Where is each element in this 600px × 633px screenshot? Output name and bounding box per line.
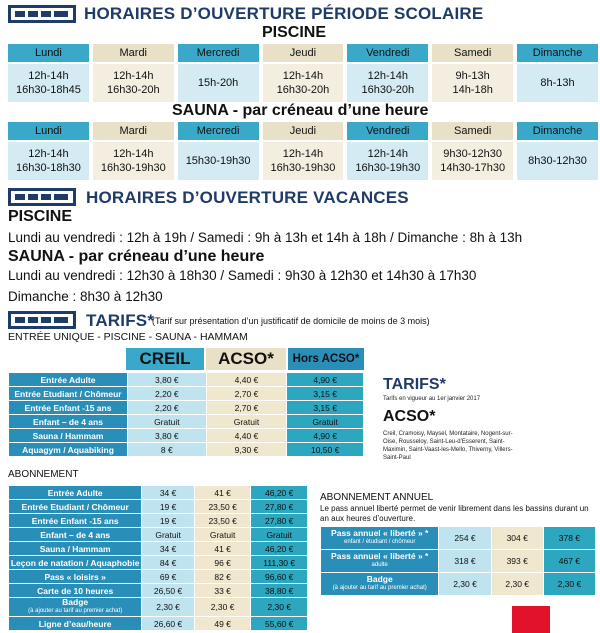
- table-row: [9, 373, 364, 387]
- pass-label: Pass annuel « liberté » *: [331, 551, 429, 561]
- price-cell: 3,80 €: [128, 373, 207, 387]
- single-entry-price-table: [8, 372, 364, 457]
- time-range: 16h30-19h30: [270, 162, 336, 174]
- table-row: [9, 387, 364, 401]
- price-cell: 2,70 €: [206, 401, 287, 415]
- tarifs-title: TARIFS*: [86, 311, 155, 330]
- col-header-creil: CREIL: [126, 348, 204, 370]
- price-cell: 9,30 €: [206, 443, 287, 457]
- price-cell: 4,90 €: [287, 429, 364, 443]
- red-corner-mark: [512, 606, 550, 633]
- price-cell: 2,70 €: [206, 387, 287, 401]
- row-label: Pass « loisirs »: [9, 570, 142, 584]
- price-cell: Gratuit: [128, 415, 207, 429]
- day-header: Lundi: [8, 44, 89, 62]
- school-sauna-title: SAUNA - par créneau d’une heure: [172, 102, 429, 119]
- table-row: [321, 550, 596, 573]
- price-cell: 3,15 €: [287, 401, 364, 415]
- day-header: Mardi: [93, 44, 174, 62]
- price-cell: 318 €: [439, 550, 491, 573]
- price-cell: 38,80 €: [251, 584, 308, 598]
- time-range: 12h-14h: [282, 148, 324, 160]
- price-cell: 8 €: [128, 443, 207, 457]
- day-header: Dimanche: [517, 44, 598, 62]
- tarifs-note: (Tarif sur présentation d’un justificatif de domicile de moins de 3 mois): [152, 316, 430, 326]
- pass-sublabel: adulte: [371, 562, 388, 568]
- price-cell: 34 €: [142, 542, 195, 556]
- price-cell: 3,15 €: [287, 387, 364, 401]
- time-slot: [93, 64, 174, 102]
- time-slot: [347, 142, 428, 180]
- price-cell: 2,20 €: [128, 401, 207, 415]
- price-cell: 27,80 €: [251, 500, 308, 514]
- price-cell: 4,40 €: [206, 373, 287, 387]
- day-header: Mercredi: [178, 44, 259, 62]
- time-range: 12h-14h: [28, 148, 69, 160]
- price-cell: Gratuit: [194, 528, 251, 542]
- table-row: [9, 528, 308, 542]
- price-cell: Gratuit: [251, 528, 308, 542]
- price-cell: 84 €: [142, 556, 195, 570]
- row-label: Sauna / Hammam: [9, 542, 142, 556]
- price-cell: 2,30 €: [142, 598, 195, 617]
- section-header-icon: [8, 311, 76, 329]
- pass-sublabel: (à ajouter au tarif au premier achat): [332, 585, 427, 591]
- price-cell: 19 €: [142, 500, 195, 514]
- price-cell: 19 €: [142, 514, 195, 528]
- table-row: [9, 486, 308, 500]
- annual-title: ABONNEMENT ANNUEL: [320, 492, 434, 503]
- time-range: 16h30-18h45: [16, 84, 81, 96]
- time-range: 15h-20h: [197, 77, 239, 89]
- price-cell: 96,60 €: [251, 570, 308, 584]
- time-slot: [432, 142, 513, 180]
- table-row: [9, 443, 364, 457]
- day-header: Samedi: [432, 44, 513, 62]
- price-cell: 69 €: [142, 570, 195, 584]
- row-label: Entrée Enfant -15 ans: [9, 514, 142, 528]
- vacation-sauna-title: SAUNA - par créneau d’une heure: [8, 248, 265, 265]
- school-piscine-title: PISCINE: [262, 24, 327, 41]
- row-label: Enfant – de 4 ans: [9, 415, 128, 429]
- school-piscine-table: [8, 44, 598, 102]
- price-cell: 23,50 €: [194, 500, 251, 514]
- time-range: 12h-14h: [28, 70, 69, 82]
- table-row: [9, 514, 308, 528]
- time-range: 12h-14h: [367, 70, 408, 82]
- time-slot: [432, 64, 513, 102]
- pass-label: Badge: [366, 574, 393, 584]
- time-slot: [8, 142, 89, 180]
- price-cell: 254 €: [439, 527, 491, 550]
- price-cell: 2,30 €: [251, 598, 308, 617]
- pass-label: Pass annuel « liberté » *: [331, 528, 429, 538]
- time-slot: [263, 142, 344, 180]
- row-label: [321, 550, 439, 573]
- table-row: [9, 598, 308, 617]
- price-cell: 41 €: [194, 486, 251, 500]
- price-cell: 46,20 €: [251, 486, 308, 500]
- price-cell: 27,80 €: [251, 514, 308, 528]
- row-label: Sauna / Hammam: [9, 429, 128, 443]
- price-cell: 82 €: [194, 570, 251, 584]
- annual-pass-table: [320, 526, 596, 596]
- time-range: 16h30-18h30: [16, 162, 81, 174]
- price-cell: 111,30 €: [251, 556, 308, 570]
- time-slot: [178, 142, 259, 180]
- time-range: 8h30-12h30: [528, 155, 587, 167]
- row-label: Enfant – de 4 ans: [9, 528, 142, 542]
- table-row: [9, 556, 308, 570]
- price-cell: 23,50 €: [194, 514, 251, 528]
- table-row: [9, 617, 308, 631]
- price-cell: 55,60 €: [251, 617, 308, 631]
- table-row: [9, 429, 364, 443]
- annual-text: Le pass annuel liberté permet de venir librement dans les bassins durant un an aux heures d’ouverture.: [320, 504, 589, 523]
- right-tarifs-title: TARIFS*: [383, 376, 446, 393]
- price-cell: 2,30 €: [491, 573, 543, 596]
- table-row: [321, 527, 596, 550]
- badge-label: Badge: [62, 597, 89, 607]
- day-header: Jeudi: [263, 44, 344, 62]
- pass-sublabel: enfant / étudiant / chômeur: [344, 539, 416, 545]
- time-range: 12h-14h: [113, 70, 154, 82]
- price-cell: 33 €: [194, 584, 251, 598]
- price-cell: 3,80 €: [128, 429, 207, 443]
- price-cell: 26,60 €: [142, 617, 195, 631]
- time-slot: [263, 64, 344, 102]
- time-slot: [517, 64, 598, 102]
- table-row: [9, 415, 364, 429]
- acso-title: ACSO*: [383, 408, 436, 425]
- price-cell: 34 €: [142, 486, 195, 500]
- time-range: 14h30-17h30: [440, 162, 506, 174]
- section-header-icon: [8, 5, 76, 23]
- row-label: Entrée Adulte: [9, 373, 128, 387]
- price-cell: 10,50 €: [287, 443, 364, 457]
- price-cell: 46,20 €: [251, 542, 308, 556]
- vacation-piscine-hours: Lundi au vendredi : 12h à 19h / Samedi : 9h à 13h et 14h à 18h / Dimanche : 8h à 13h: [8, 230, 523, 245]
- price-cell: Gratuit: [142, 528, 195, 542]
- col-header-acso: ACSO*: [206, 348, 286, 370]
- vacation-sauna-hours-2: Dimanche : 8h30 à 12h30: [8, 289, 163, 304]
- school-sauna-table: [8, 122, 598, 180]
- price-cell: 304 €: [491, 527, 543, 550]
- day-header: Mardi: [93, 122, 174, 140]
- price-cell: 2,20 €: [128, 387, 207, 401]
- time-slot: [517, 142, 598, 180]
- school-hours-title: HORAIRES D’OUVERTURE PÉRIODE SCOLAIRE: [84, 4, 484, 23]
- price-cell: 2,30 €: [439, 573, 491, 596]
- time-slot: [93, 142, 174, 180]
- price-cell: 2,30 €: [194, 598, 251, 617]
- table-row: [9, 401, 364, 415]
- table-row: [9, 542, 308, 556]
- time-range: 14h-18h: [452, 84, 493, 96]
- time-range: 9h30-12h30: [443, 148, 502, 160]
- time-slot: [8, 64, 89, 102]
- day-header: Vendredi: [347, 44, 428, 62]
- table-row: [9, 570, 308, 584]
- time-range: 15h30-19h30: [185, 155, 251, 167]
- row-label: Entrée Adulte: [9, 486, 142, 500]
- section-header-icon: [8, 188, 76, 206]
- price-cell: 4,90 €: [287, 373, 364, 387]
- price-cell: 393 €: [491, 550, 543, 573]
- acso-communes: Creil, Cramoisy, Maysel, Montataire, Nogent-sur-Oise, Rousseloy, Saint-Leu-d’Esserent, Saint-Maximin, Saint-Vaast-les-Mello, Thiverny, Villers-Saint-Paul: [383, 431, 513, 461]
- price-cell: Gratuit: [287, 415, 364, 429]
- time-range: 16h30-19h30: [355, 162, 421, 174]
- day-header: Lundi: [8, 122, 89, 140]
- day-header: Dimanche: [517, 122, 598, 140]
- row-label: Entrée Etudiant / Chômeur: [9, 500, 142, 514]
- right-tarifs-note: Tarifs en vigueur au 1er janvier 2017: [383, 396, 481, 402]
- row-label: Ligne d’eau/heure: [9, 617, 142, 631]
- time-range: 12h-14h: [282, 70, 324, 82]
- time-range: 16h30-20h: [276, 84, 330, 96]
- price-cell: 96 €: [194, 556, 251, 570]
- price-cell: 49 €: [194, 617, 251, 631]
- row-label: Aquagym / Aquabiking: [9, 443, 128, 457]
- table-row: [9, 584, 308, 598]
- time-range: 12h-14h: [113, 148, 154, 160]
- row-label: [321, 573, 439, 596]
- time-range: 9h-13h: [455, 70, 490, 82]
- row-label: Entrée Etudiant / Chômeur: [9, 387, 128, 401]
- day-header: Vendredi: [347, 122, 428, 140]
- day-header: Jeudi: [263, 122, 344, 140]
- row-label: Entrée Enfant -15 ans: [9, 401, 128, 415]
- time-slot: [347, 64, 428, 102]
- row-label: [321, 527, 439, 550]
- time-range: 16h30-20h: [361, 84, 415, 96]
- col-header-hors-acso: Hors ACSO*: [288, 348, 364, 370]
- time-range: 16h30-19h30: [100, 162, 166, 174]
- row-label: [9, 598, 142, 617]
- subscription-price-table: [8, 485, 308, 631]
- time-slot: [178, 64, 259, 102]
- table-row: [9, 500, 308, 514]
- day-header: Mercredi: [178, 122, 259, 140]
- time-range: 8h-13h: [540, 77, 575, 89]
- table-row: [321, 573, 596, 596]
- day-header: Samedi: [432, 122, 513, 140]
- price-cell: 467 €: [543, 550, 595, 573]
- price-cell: 2,30 €: [543, 573, 595, 596]
- price-cell: 26,50 €: [142, 584, 195, 598]
- vacation-sauna-hours-1: Lundi au vendredi : 12h30 à 18h30 / Samedi : 9h30 à 12h30 et 14h30 à 17h30: [8, 268, 477, 283]
- vacation-hours-title: HORAIRES D’OUVERTURE VACANCES: [86, 188, 409, 207]
- row-label: Leçon de natation / Aquaphobie: [9, 556, 142, 570]
- row-label: Carte de 10 heures: [9, 584, 142, 598]
- abonnement-title: ABONNEMENT: [8, 469, 79, 480]
- vacation-piscine-title: PISCINE: [8, 208, 73, 225]
- badge-note: (à ajouter au tarif au premier achat): [28, 608, 123, 614]
- tarifs-subtitle: ENTRÉE UNIQUE - PISCINE - SAUNA - HAMMAM: [8, 331, 248, 343]
- price-cell: 41 €: [194, 542, 251, 556]
- time-range: 12h-14h: [367, 148, 408, 160]
- price-cell: 4,40 €: [206, 429, 287, 443]
- price-cell: 378 €: [543, 527, 595, 550]
- price-cell: Gratuit: [206, 415, 287, 429]
- time-range: 16h30-20h: [106, 84, 160, 96]
